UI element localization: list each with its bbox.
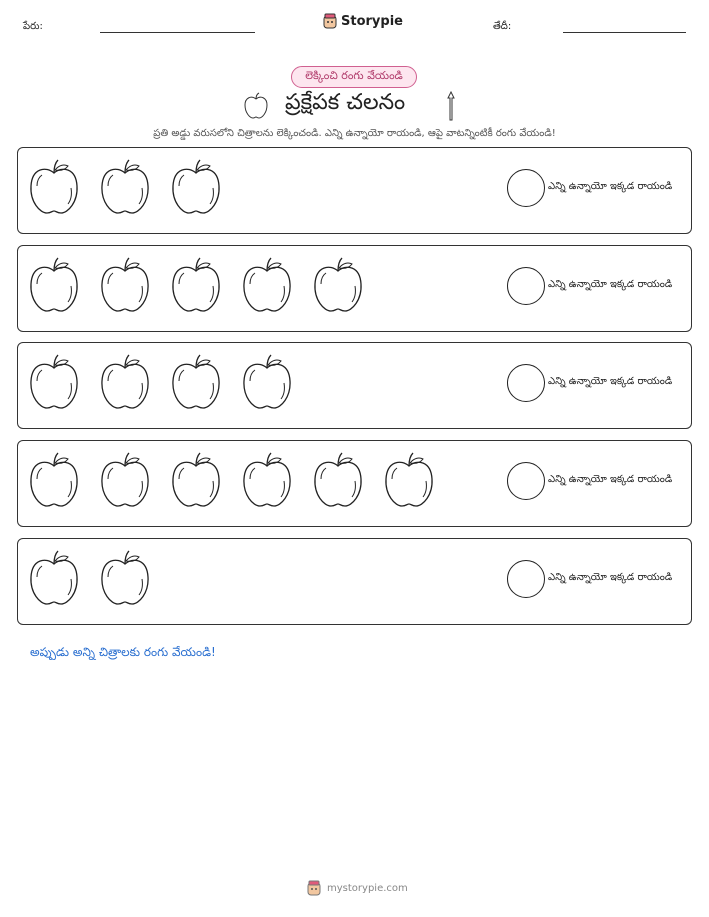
apple-icon [99,451,151,509]
apple-group [28,451,435,509]
answer-circle[interactable] [507,169,545,207]
apple-icon [28,353,80,411]
instructions: ప్రతి అడ్డు వరుసలోని చిత్రాలను లెక్కించండి. ఎన్ని ఉన్నాయో రాయండి, ఆపై వాటన్నింటికీ రంగు వేయండి! [153,128,556,139]
count-row [17,440,692,527]
site-footer [307,880,408,896]
apple-icon [99,549,151,607]
apple-icon [28,256,80,314]
title-row [0,90,709,120]
apple-icon [241,353,293,411]
answer-label: ఎన్ని ఉన్నాయో ఇక్కడ రాయండి [548,474,673,485]
name-label: పేరు: [23,21,43,32]
storypie-mascot-icon [323,13,337,29]
apple-icon [28,549,80,607]
activity-badge: లెక్కించి రంగు వేయండి [291,66,417,88]
apple-icon [99,158,151,216]
apple-icon [312,256,364,314]
count-row [17,538,692,625]
answer-circle[interactable] [507,462,545,500]
apple-icon [241,451,293,509]
count-row [17,147,692,234]
answer-label: ఎన్ని ఉన్నాయో ఇక్కడ రాయండి [548,572,673,583]
apple-icon [241,256,293,314]
storypie-mascot-icon [307,880,321,896]
answer-label: ఎన్ని ఉన్నాయో ఇక్కడ రాయండి [548,279,673,290]
apple-icon [170,353,222,411]
worksheet-header [0,10,709,40]
apple-group [28,353,293,411]
apple-group [28,256,364,314]
apple-icon [170,256,222,314]
site-url: mystorypie.com [327,882,408,894]
answer-label: ఎన్ని ఉన్నాయో ఇక్కడ రాయండి [548,376,673,387]
answer-circle[interactable] [507,364,545,402]
apple-group [28,158,222,216]
brand-logo [323,13,403,29]
apple-icon [170,158,222,216]
apple-icon [243,92,269,120]
brand-name: Storypie [341,13,403,29]
arrow-icon [445,90,457,122]
answer-label: ఎన్ని ఉన్నాయో ఇక్కడ రాయండి [548,181,673,192]
apple-icon [383,451,435,509]
apple-icon [28,451,80,509]
apple-group [28,549,151,607]
apple-icon [312,451,364,509]
date-label: తేదీ: [493,21,512,32]
answer-circle[interactable] [507,267,545,305]
footer-instruction: అప్పుడు అన్ని చిత్రాలకు రంగు వేయండి! [30,645,216,659]
count-row [17,245,692,332]
answer-circle[interactable] [507,560,545,598]
page-title: ప్రక్షేపక చలనం [285,90,406,115]
count-row [17,342,692,429]
date-line[interactable] [563,32,686,33]
apple-icon [170,451,222,509]
apple-icon [99,353,151,411]
apple-icon [99,256,151,314]
name-line[interactable] [100,32,255,33]
apple-icon [28,158,80,216]
